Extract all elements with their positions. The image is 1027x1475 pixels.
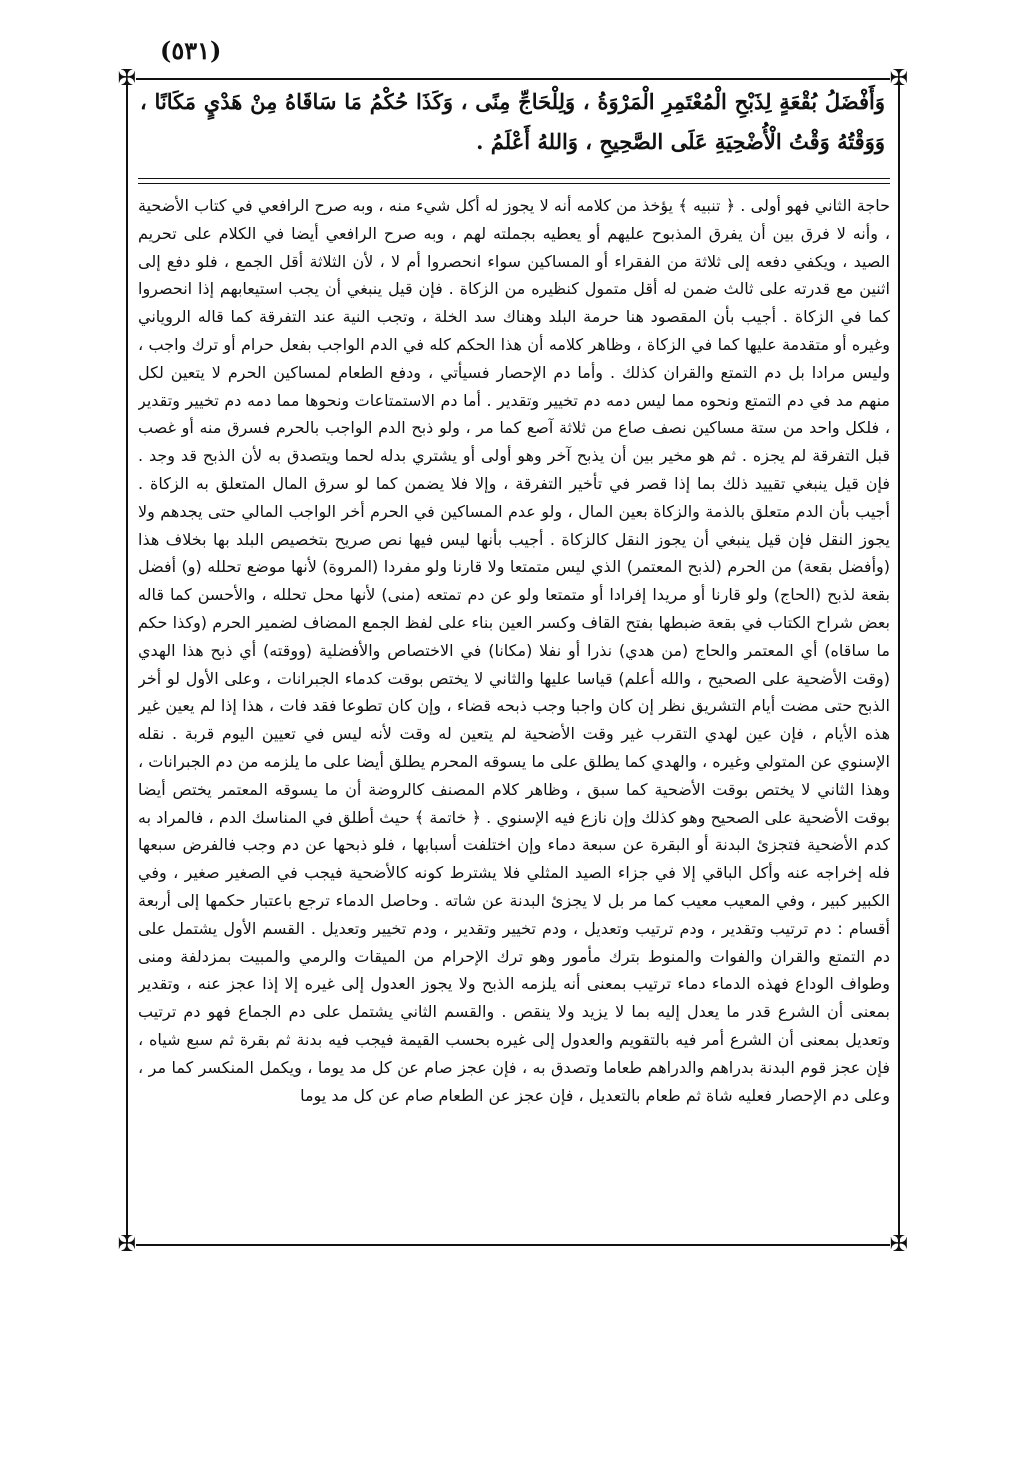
- ornament-cross-icon: ✠: [117, 1232, 137, 1257]
- commentary-block: [138, 192, 890, 1247]
- matn-text: وَأَفْضَلُ بُقْعَةٍ لِذَبْحِ الْمُعْتَمِرِ الْمَرْوَةُ ، وَلِلْحَاجِّ مِنًى ، وَكَذَا حُكْمُ مَا سَاقَاهُ مِنْ هَدْيٍ مَكَانًا ، وَوَقْتُهُ وَقْتُ الْأُضْحِيَةِ عَلَى الصَّحِيحِ ، وَاللهُ أَعْلَمُ .: [140, 89, 885, 154]
- page-number: (٥٣١): [160, 36, 222, 65]
- section-divider-line: [138, 183, 890, 184]
- section-divider-line: [138, 178, 890, 179]
- commentary-paragraph: حاجة الثاني فهو أولى . ﴿ تنبيه ﴾ يؤخذ من كلامه أنه لا يجوز له أكل شيء منه ، وبه صرح الرافعي في كتاب الأضحية ، وأنه لا فرق بين أن يفرق المذبوح عليهم أو يعطيه بجملته لهم ، وبه صرح الرافعي أيضا في الكلام على تحريم الصيد ، ويكفي دفعه إلى ثلاثة من الفقراء أو المساكين سواء انحصروا أم لا ، لأن الثلاثة أقل الجمع ، فلو دفع إلى اثنين مع قدرته على ثالث ضمن له أقل متمول كنظيره من الزكاة . فإن قيل ينبغي أن يجب استيعابهم إذا انحصروا كما في الزكاة . أجيب بأن المقصود هنا حرمة البلد وهناك سد الخلة ، وتجب النية عند التفرقة كما قاله الروياني وغيره أو متقدمة عليها كما في الزكاة ، وظاهر كلامه أن هذا الحكم كله في الدم الواجب بفعل حرام أو ترك واجب ، وليس مرادا بل دم التمتع والقران كذلك . وأما دم الإحصار فسيأتي ، ودفع الطعام لمساكين الحرم لا يتعين لكل منهم مد في دم التمتع ونحوه مما ليس دمه دم تخيير وتقدير . أما دم الاستمتاعات ونحوها مما دمه دم تخيير وتقدير ، فلكل واحد من ستة مساكين نصف صاع من ثلاثة آصع كما مر ، ولو ذبح الدم الواجب بالحرم فسرق منه أو غصب قبل التفرقة لم يجزه . ثم هو مخير بين أن يذبح آخر وهو أولى أو يشتري بدله لحما ويتصدق به لأن الذبح قد وجد . فإن قيل ينبغي تقييد ذلك بما إذا قصر في تأخير التفرقة ، وإلا فلا يضمن كما لو سرق المال المتعلق به الزكاة . أجيب بأن الدم متعلق بالذمة والزكاة بعين المال ، ولو عدم المساكين في الحرم أخر الواجب المالي حتى يجدهم ولا يجوز النقل فإن قيل ينبغي أن يجوز النقل كالزكاة . أجيب بأنها ليس فيها نص صريح بتخصيص البلد بها بخلاف هذا (وأفضل بقعة) من الحرم (لذبح المعتمر) الذي ليس متمتعا ولا قارنا ولو مفردا (المروة) لأنها موضع تحلله (و) أفضل بقعة لذبح (الحاج) ولو قارنا أو مريدا إفرادا أو متمتعا ولو عن دم تمتعه (منى) لأنها محل تحلله ، والأحسن كما قاله بعض شراح الكتاب في بقعة ضبطها بفتح القاف وكسر العين بناء على لفظ الجمع المضاف لضمير الحرم (وكذا حكم ما ساقاه) أي المعتمر والحاج (من هدي) نذرا أو نفلا (مكانا) في الاختصاص والأفضلية (ووقته) أي ذبح هذا الهدي (وقت الأضحية على الصحيح ، والله أعلم) قياسا عليها والثاني لا يختص بوقت كدماء الجبرانات ، وعلى الأول لو أخر الذبح حتى مضت أيام التشريق نظر إن كان واجبا وجب ذبحه قضاء ، وإن كان تطوعا فقد فات ، هذا إذا لم يعين غير هذه الأيام ، فإن عين لهدي التقرب غير وقت الأضحية لم يتعين له وقت لأنه ليس في تعيين اليوم قربة . نقله الإسنوي عن المتولي وغيره ، والهدي كما يطلق على ما يسوقه المحرم يطلق أيضا على ما يلزمه من دم الجبرانات ، وهذا الثاني لا يختص بوقت الأضحية كما سبق ، وظاهر كلام المصنف كالروضة أن ما يسوقه المعتمر يختص أيضا بوقت الأضحية على الصحيح وهو كذلك وإن نازع فيه الإسنوي . ﴿ خاتمة ﴾ حيث أطلق في المناسك الدم ، فالمراد به كدم الأضحية فتجزئ البدنة أو البقرة عن سبعة دماء وإن اختلفت أسبابها ، فلو ذبحها عن دم وجب فالفرض سبعها فله إخراجه عنه وأكل الباقي إلا في جزاء الصيد المثلي فلا يشترط كونه كالأضحية فيجب في الصغير صغير ، وفي الكبير كبير ، وفي المعيب معيب كما مر بل لا يجزئ البدنة عن شاته . وحاصل الدماء ترجع باعتبار حكمها إلى أربعة أقسام : دم ترتيب وتقدير ، ودم ترتيب وتعديل ، ودم تخيير وتقدير ، ودم تخيير وتعديل . القسم الأول يشتمل على دم التمتع والقران والفوات والمنوط بترك مأمور وهو ترك الإحرام من الميقات والرمي والمبيت بمزدلفة ومنى وطواف الوداع فهذه الدماء دماء ترتيب بمعنى أنه يلزمه الذبح ولا يجوز العدول إلى غيره إلا إذا عجز عنه ، وتقدير بمعنى أن الشرع قدر ما يعدل إليه بما لا يزيد ولا ينقص . والقسم الثاني يشتمل على دم الجماع فهو دم ترتيب وتعديل بمعنى أن الشرع أمر فيه بالتقويم والعدول إلى غيره بحسب القيمة فيجب فيه بدنة ثم بقرة ثم سبع شياه ، فإن عجز قوم البدنة بدراهم والدراهم طعاما وتصدق به ، فإن عجز صام عن كل مد يوما ، ويكمل المنكسر كما مر ، وعلى دم الإحصار فعليه شاة ثم طعام بالتعديل ، فإن عجز عن الطعام صام عن كل مد يوما: [138, 196, 890, 1105]
- ornament-cross-icon: ✠: [889, 66, 909, 91]
- border-line-top: [136, 78, 890, 80]
- ornament-cross-icon: ✠: [889, 1232, 909, 1257]
- border-line-left: [126, 84, 128, 1244]
- border-line-right: [898, 84, 900, 1244]
- ornament-cross-icon: ✠: [117, 66, 137, 91]
